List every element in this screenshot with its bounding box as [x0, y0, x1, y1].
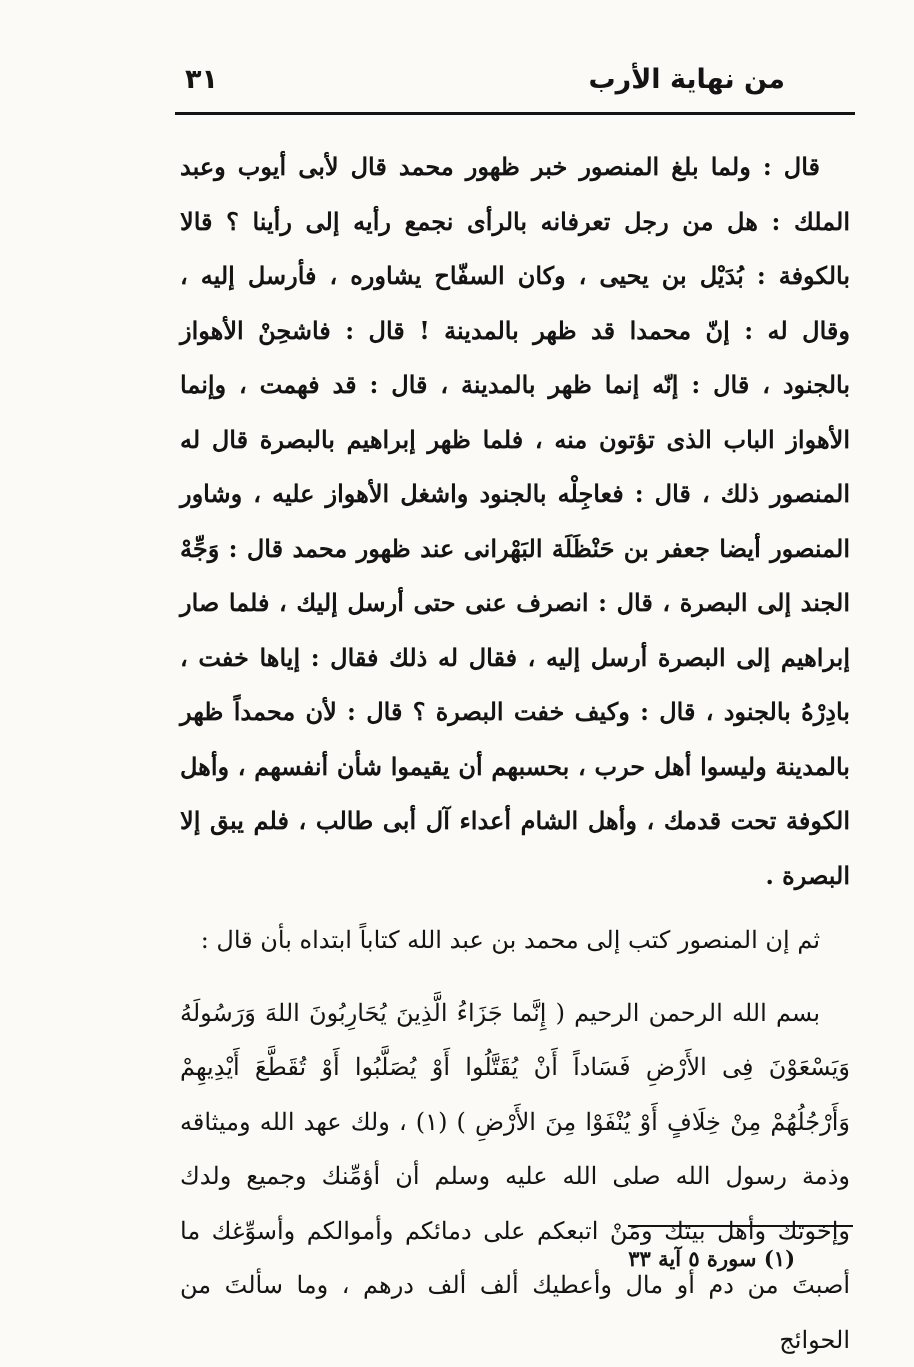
paragraph-3: بسم الله الرحمن الرحيم ( إِنَّما جَزَاءُ الَّذِينَ يُحَارِبُونَ اللهَ وَرَسُولَهُ وَيَسْعَوْنَ فِى الأَرْضِ فَسَاداً أَنْ يُقَتَّلُوا أَوْ يُصَلَّبُوا أَوْ تُقَطَّعَ أَيْدِيهِمْ وَأَرْجُلُهُمْ مِنْ خِلَافٍ أَوْ يُنْفَوْا مِنَ الأَرْضِ ) (١) ، ولك عهد الله وميثاقه وذمة رسول الله صلى الله عليه وسلم أن أؤمِّنك وجميع ولدك وإخوتك وأهل بيتك ومَنْ اتبعكم على دمائكم وأموالكم وأسوِّغك ما أصبتَ من دم أو مال وأعطيك ألف ألف درهم ، وما سألتَ من الحوائج	[180, 986, 850, 1367]
page-number: ٣١	[185, 64, 218, 95]
footnote-rule	[628, 1225, 853, 1227]
running-title: من نهاية الأرب	[589, 64, 785, 95]
header-rule	[175, 112, 855, 115]
footnote: (١) سورة ٥ آية ٣٣	[560, 1244, 795, 1274]
paragraph-1: قال : ولما بلغ المنصور خبر ظهور محمد قال لأبى أيوب وعبد الملك : هل من رجل تعرفانه بالرأى نجمع رأيه إلى رأينا ؟ قالا بالكوفة : بُدَيْل بن يحيى ، وكان السفّاح يشاوره ، فأرسل إليه ، وقال له : إنّ محمدا قد ظهر بالمدينة ! قال : فاشحِنْ الأهواز بالجنود ، قال : إنّه إنما ظهر بالمدينة ، قال : قد فهمت ، وإنما الأهواز الباب الذى تؤتون منه ، فلما ظهر إبراهيم بالبصرة قال له المنصور ذلك ، قال : فعاجِلْه بالجنود واشغل الأهواز عليه ، وشاور المنصور أيضا جعفر بن حَنْظَلَة البَهْرانى عند ظهور محمد قال : وَجِّهْ الجند إلى البصرة ، قال : انصرف عنى حتى أرسل إليك ، فلما صار إبراهيم إلى البصرة أرسل إليه ، فقال له ذلك فقال : إياها خفت ، بادِرْهُ بالجنود ، قال : وكيف خفت البصرة ؟ قال : لأن محمداً ظهر بالمدينة وليسوا أهل حرب ، بحسبهم أن يقيموا شأن أنفسهم ، وأهل الكوفة تحت قدمك ، وأهل الشام أعداء آل أبى طالب ، فلم يبق إلا البصرة .	[180, 140, 850, 903]
page-header	[175, 62, 855, 106]
paragraph-2: ثم إن المنصور كتب إلى محمد بن عبد الله كتاباً ابتداه بأن قال :	[180, 913, 850, 968]
main-text	[180, 140, 850, 1367]
